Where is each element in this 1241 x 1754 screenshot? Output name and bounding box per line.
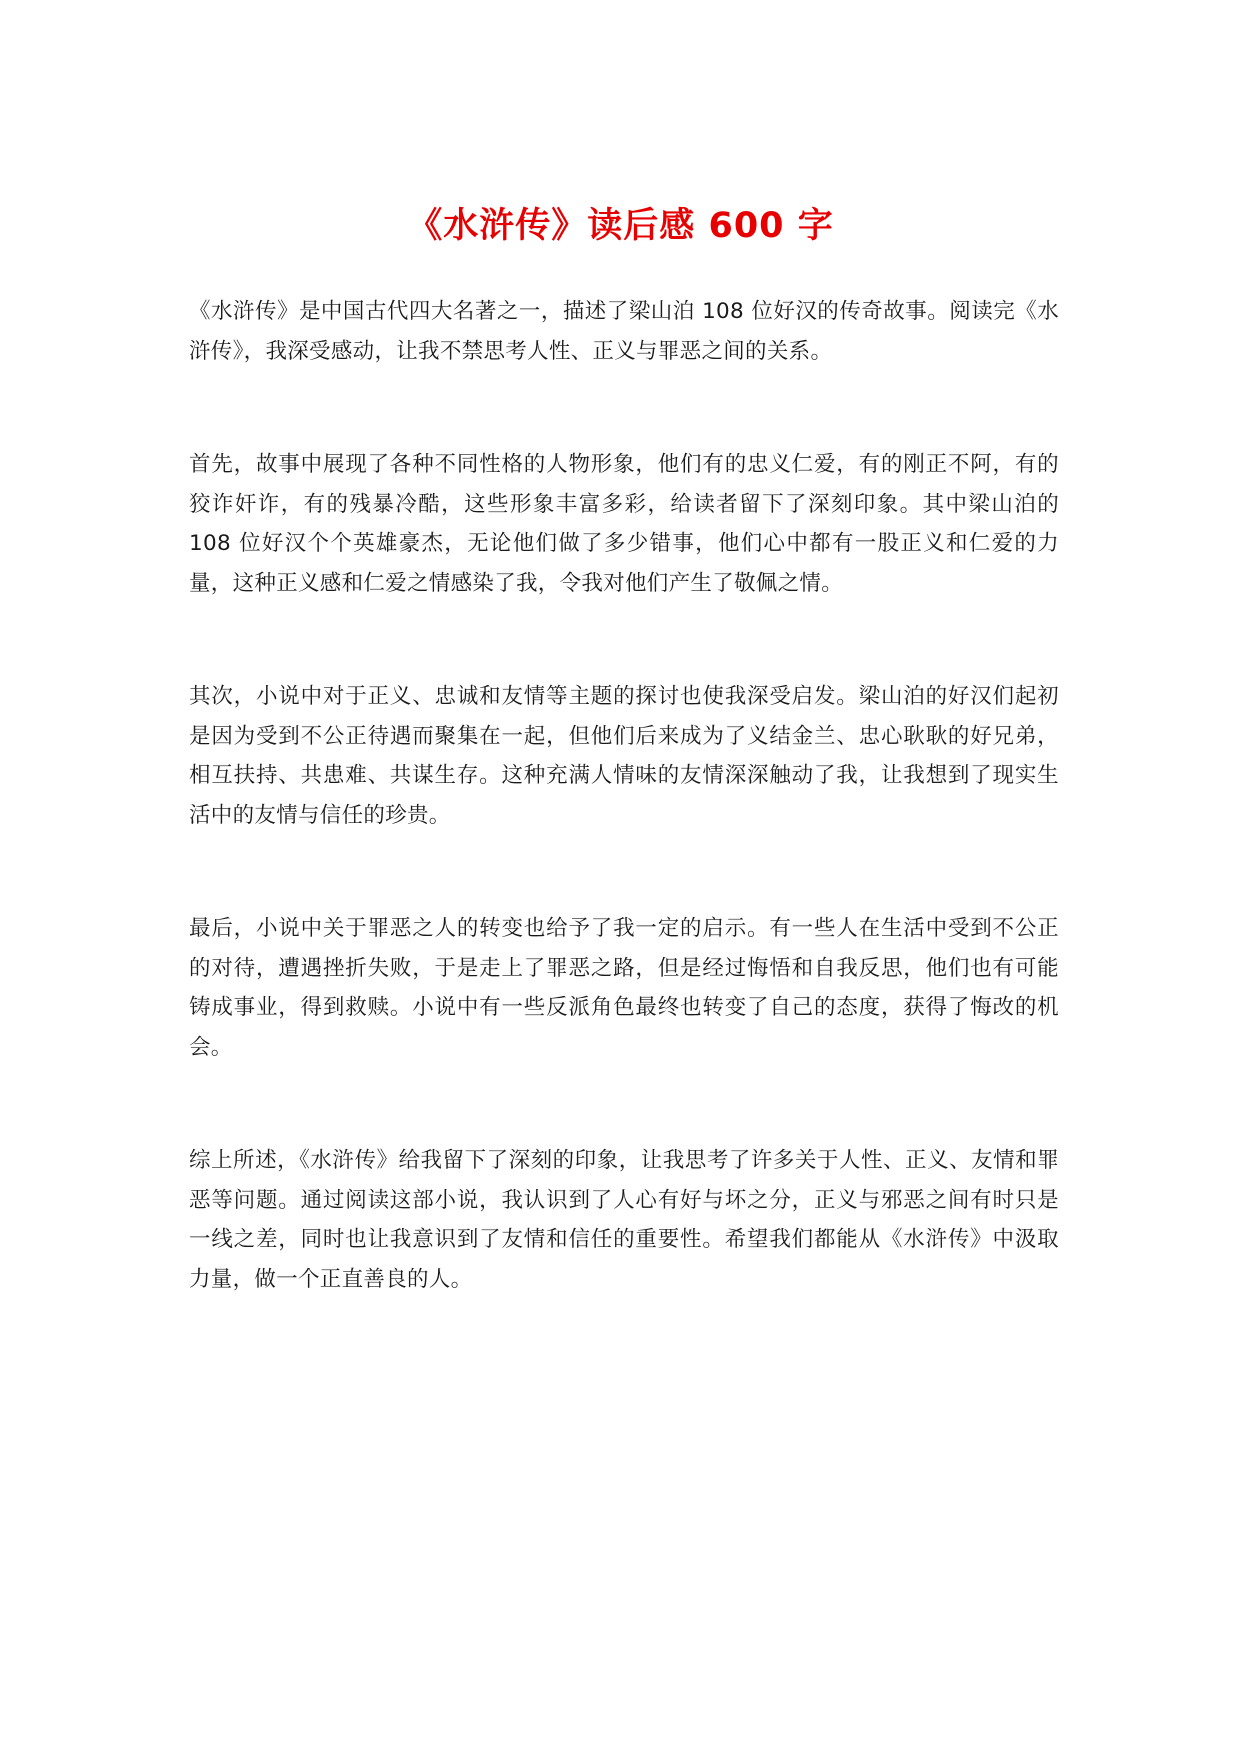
page-title: 《水浒传》读后感 600 字 (407, 206, 834, 247)
paragraph-last: 最后，小说中关于罪恶之人的转变也给予了我一定的启示。有一些人在生活中受到不公正的对待，遭遇挫折失败，于是走上了罪恶之路，但是经过悔悟和自我反思，他们也有可能铸成事业，得到救赎。小说中有一些反派角色最终也转变了自己的态度，获得了悔改的机会。 (189, 916, 1059, 1060)
paragraph-conclusion: 综上所述，《水浒传》给我留下了深刻的印象，让我思考了许多关于人性、正义、友情和罪恶等问题。通过阅读这部小说，我认识到了人心有好与坏之分，正义与邪恶之间有时只是一线之差，同时也让我意识到了友情和信任的重要性。希望我们都能从《水浒传》中汲取力量，做一个正直善良的人。 (189, 1148, 1059, 1292)
paragraph-intro: 《水浒传》是中国古代四大名著之一，描述了梁山泊 108 位好汉的传奇故事。阅读完《水浒传》，我深受感动，让我不禁思考人性、正义与罪恶之间的关系。 (189, 299, 1059, 364)
paragraph-second: 其次，小说中对于正义、忠诚和友情等主题的探讨也使我深受启发。梁山泊的好汉们起初是因为受到不公正待遇而聚集在一起，但他们后来成为了义结金兰、忠心耿耿的好兄弟，相互扶持、共患难、共谋生存。这种充满人情味的友情深深触动了我，让我想到了现实生活中的友情与信任的珍贵。 (189, 684, 1059, 828)
paragraph-first: 首先，故事中展现了各种不同性格的人物形象，他们有的忠义仁爱，有的刚正不阿，有的狡诈奸诈，有的残暴冷酷，这些形象丰富多彩，给读者留下了深刻印象。其中梁山泊的 108 位好汉个个英雄豪杰，无论他们做了多少错事，他们心中都有一股正义和仁爱的力量，这种正义感和仁爱之情感染了我，令我对他们产生了敬佩之情。 (189, 452, 1059, 596)
document-body (189, 292, 1059, 1299)
